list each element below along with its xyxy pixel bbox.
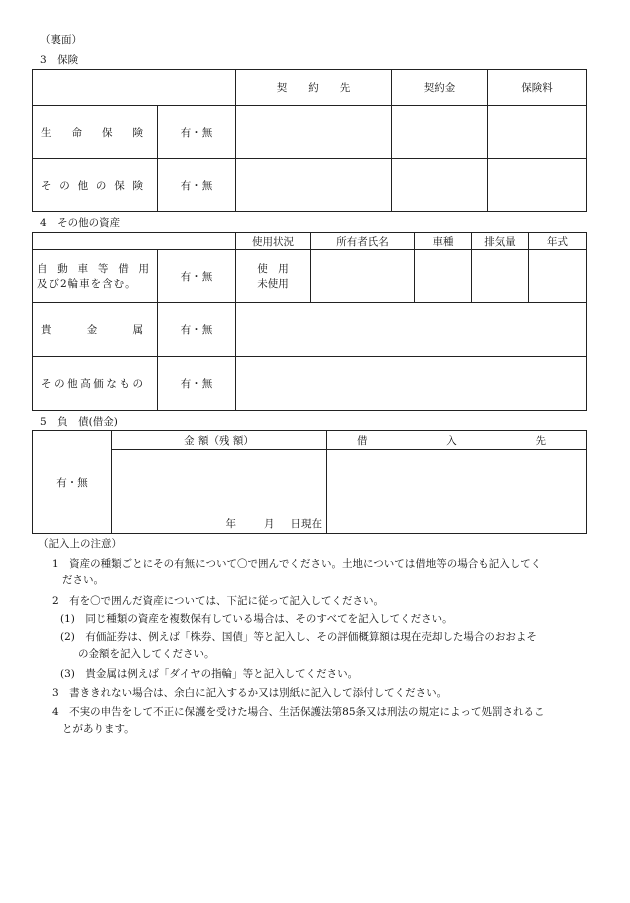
header-char: 先 (535, 434, 546, 447)
assets-label-valuable (33, 357, 158, 411)
assets-row-metal (33, 303, 587, 357)
insurance-table (32, 69, 587, 212)
debt-header-amount: 金 額（残 額） (112, 431, 327, 450)
note-2-3: (3) 貴金属は例えば「ダイヤの指輪」等と記入してください。 (60, 668, 359, 680)
label-char: 保 (114, 179, 125, 192)
label-char: 高 (80, 378, 91, 390)
label-char: の (132, 378, 143, 390)
label-char: 属 (132, 324, 143, 336)
note-1-cont: ださい。 (62, 574, 104, 586)
insurance-header-amount: 契約金 (392, 70, 488, 106)
year-cell[interactable] (529, 250, 587, 303)
contract-amount-cell[interactable] (392, 106, 488, 159)
insurance-header-row (33, 70, 587, 106)
as-of-date (112, 516, 326, 533)
debt-lender-cell[interactable] (327, 450, 587, 534)
label-char: 険 (132, 179, 143, 192)
note-2-2: (2) 有価証券は、例えば「株券、国債」等と記入し、その評価概算額は現在売却した場合のおおよそ (60, 631, 537, 643)
note-1: 1 資産の種類ごとにその有無について〇で囲んでください。土地については借地等の場合も記入してく (52, 558, 542, 570)
assets-row-valuable (33, 357, 587, 411)
notes-title: （記入上の注意） (38, 538, 122, 550)
label-char: 車 (77, 263, 89, 275)
label-char: 貴 (41, 324, 52, 336)
insurance-label-life (33, 106, 158, 159)
metal-details-cell[interactable] (236, 303, 587, 357)
note-4: 4 不実の申告をして不正に保護を受けた場合、生活保護法第85条又は刑法の規定によって処罰されるこ (52, 706, 545, 718)
debt-amount-cell[interactable] (112, 450, 327, 534)
label-char: 自 (37, 263, 48, 275)
assets-table (32, 232, 587, 411)
label-char: な (106, 378, 117, 390)
note-2-1: (1) 同じ種類の資産を複数保有している場合は、そのすべてを記入してください。 (60, 613, 453, 625)
section-5-title: 5 負 債(借金) (40, 416, 118, 428)
section-4-title: 4 その他の資産 (40, 217, 121, 229)
label-char: 用 (138, 263, 149, 275)
label-char: 金 (86, 324, 98, 336)
label-char: の (95, 179, 107, 192)
premium-cell[interactable] (488, 159, 587, 212)
label-char: 生 (41, 126, 52, 139)
date-year-label: 年 (225, 518, 236, 530)
insurance-row-other (33, 159, 587, 212)
usage-in-use: 使 用 (257, 263, 289, 275)
owner-name-cell[interactable] (311, 250, 415, 303)
label-char: も (119, 378, 130, 390)
insurance-header-premium: 保険料 (488, 70, 587, 106)
label-char: そ (41, 179, 52, 192)
yes-no-choice[interactable]: 有・無 (33, 431, 112, 534)
yes-no-choice[interactable]: 有・無 (158, 303, 236, 357)
note-2-2-cont: の金額を記入してください。 (78, 648, 215, 660)
assets-header-usage: 使用状況 (236, 233, 311, 250)
contractor-cell[interactable] (236, 159, 392, 212)
label-char: 等 (97, 263, 109, 275)
header-char: 入 (446, 434, 457, 447)
date-month-label: 月 (264, 518, 275, 530)
contract-amount-cell[interactable] (392, 159, 488, 212)
assets-row-car (33, 250, 587, 303)
label-char: 動 (57, 263, 68, 275)
usage-status-cell[interactable] (236, 250, 311, 303)
label-char: の (54, 378, 65, 390)
assets-label-car (33, 250, 158, 303)
label-char: の (59, 179, 70, 192)
insurance-label-other (33, 159, 158, 212)
assets-label-metal (33, 303, 158, 357)
label-char: そ (41, 378, 52, 390)
header-char: 借 (357, 434, 368, 447)
note-4-cont: とがあります。 (62, 723, 135, 735)
assets-header-owner: 所有者氏名 (311, 233, 415, 250)
insurance-row-life (33, 106, 587, 159)
yes-no-choice[interactable]: 有・無 (158, 250, 236, 303)
debt-header-row (33, 431, 587, 450)
assets-header-displacement: 排気量 (472, 233, 529, 250)
yes-no-choice[interactable]: 有・無 (158, 106, 236, 159)
model-cell[interactable] (415, 250, 472, 303)
yes-no-choice[interactable]: 有・無 (158, 159, 236, 212)
label-char: 保 (102, 126, 113, 139)
note-3: 3 書ききれない場合は、余白に記入するか又は別紙に記入して添付してください。 (52, 687, 448, 699)
usage-not-in-use: 未使用 (257, 278, 289, 290)
assets-label-car-line2: 及び2輪車を含む。 (37, 278, 137, 290)
insurance-header-blank (33, 70, 236, 106)
insurance-header-contractor: 契 約 先 (236, 70, 392, 106)
valuable-details-cell[interactable] (236, 357, 587, 411)
displacement-cell[interactable] (472, 250, 529, 303)
label-char: 命 (71, 126, 82, 139)
premium-cell[interactable] (488, 106, 587, 159)
assets-header-year: 年式 (529, 233, 587, 250)
contractor-cell[interactable] (236, 106, 392, 159)
label-char: 借 (118, 263, 129, 275)
assets-header-row (33, 233, 587, 250)
note-2: 2 有を〇で囲んだ資産については、下記に従って記入してください。 (52, 595, 384, 607)
debt-body-row (33, 450, 587, 534)
date-day-label: 日現在 (290, 518, 322, 530)
label-char: 険 (132, 126, 143, 139)
label-char: 他 (67, 378, 78, 390)
assets-header-model: 車種 (415, 233, 472, 250)
label-char: 他 (77, 179, 89, 192)
debt-header-lender (327, 431, 587, 450)
label-char: 価 (93, 378, 104, 390)
debt-table (32, 430, 587, 534)
assets-header-blank (33, 233, 236, 250)
yes-no-choice[interactable]: 有・無 (158, 357, 236, 411)
section-3-title: 3 保険 (40, 54, 79, 66)
back-side-label: （裏面） (40, 34, 82, 46)
